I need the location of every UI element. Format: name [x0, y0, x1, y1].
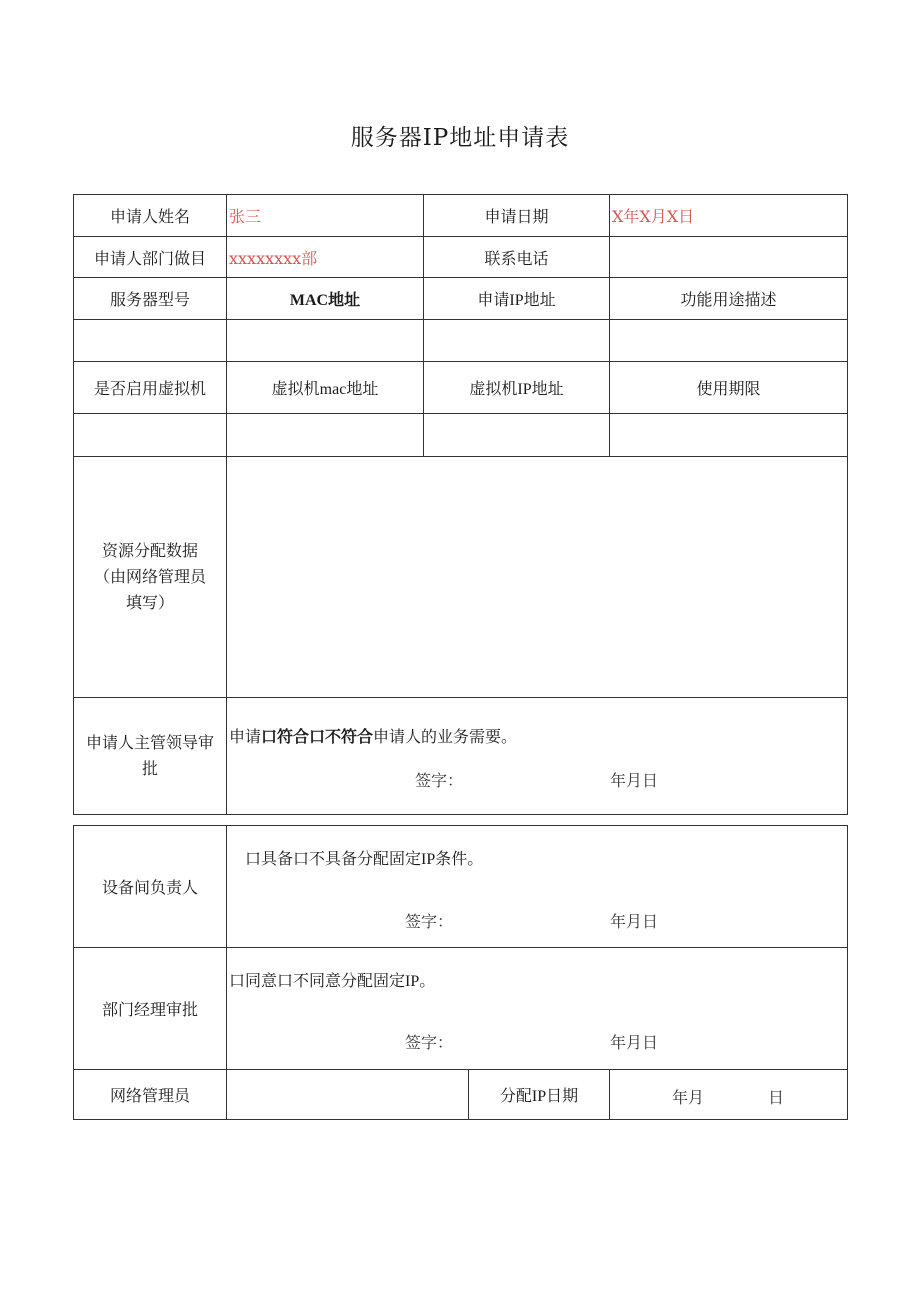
purpose-field[interactable]: [610, 320, 848, 362]
dept-manager-label: 部门经理审批: [74, 948, 227, 1070]
network-admin-label: 网络管理员: [74, 1070, 227, 1120]
manager-signature-label: 签字：: [405, 1033, 454, 1052]
leader-label-line1: 申请人主管领导审: [85, 733, 214, 752]
leader-signature-label: 签字：: [415, 771, 464, 790]
manager-approval-cell: [227, 948, 848, 1070]
vm-enabled-field[interactable]: [74, 414, 227, 457]
vm-mac-label: 虚拟机mac地址: [227, 362, 424, 414]
leader-label-line2: 批: [141, 759, 158, 778]
vm-enabled-label: 是否启用虚拟机: [74, 362, 227, 414]
leader-approval-statement: [229, 724, 517, 747]
manager-approval-options[interactable]: 口同意口不同意分配固定IP。: [229, 973, 436, 990]
resource-allocation-field[interactable]: [227, 457, 848, 698]
usage-period-field[interactable]: [610, 414, 848, 457]
leader-stmt-post: 申请人的业务需要。: [373, 729, 518, 746]
equipment-date-label: 年月日: [610, 912, 659, 931]
mac-address-field[interactable]: [227, 320, 424, 362]
assign-ip-date-field[interactable]: [610, 1070, 848, 1120]
resource-label-line1: 资源分配数据: [101, 541, 198, 560]
resource-allocation-label: [74, 457, 227, 698]
phone-field[interactable]: [610, 237, 848, 278]
resource-label-line3: 填写）: [125, 593, 174, 612]
resource-label-line2: （由网络管理员: [93, 567, 206, 586]
applicant-name-field[interactable]: 张三: [227, 195, 424, 237]
equipment-approval-cell: [227, 826, 848, 948]
equipment-room-label: 设备间负责人: [74, 826, 227, 948]
equipment-approval-options[interactable]: 口具备口不具备分配固定IP条件。: [245, 851, 484, 868]
leader-date-label: 年月日: [610, 771, 659, 790]
applicant-name-label: 申请人姓名: [74, 195, 227, 237]
application-table: [73, 194, 848, 815]
equipment-signature-label: 签字：: [405, 912, 454, 931]
leader-approval-label: [74, 698, 227, 815]
usage-period-label: 使用期限: [610, 362, 848, 414]
apply-date-field[interactable]: X年X月X日: [610, 195, 848, 237]
leader-approval-cell: [227, 698, 848, 815]
approval-table: [73, 825, 848, 1120]
vm-ip-field[interactable]: [424, 414, 610, 457]
purpose-label: 功能用途描述: [610, 278, 848, 320]
apply-ip-field[interactable]: [424, 320, 610, 362]
applicant-dept-label: 申请人部门做目: [74, 237, 227, 278]
manager-date-label: 年月日: [610, 1033, 659, 1052]
assign-date-day: 日: [768, 1088, 785, 1107]
leader-stmt-pre: 申请: [229, 727, 262, 746]
vm-ip-label: 虚拟机IP地址: [424, 362, 610, 414]
applicant-dept-field[interactable]: xxxxxxxx部: [227, 237, 424, 278]
network-admin-field[interactable]: [227, 1070, 469, 1120]
phone-label: 联系电话: [424, 237, 610, 278]
apply-ip-label: 申请IP地址: [424, 278, 610, 320]
vm-mac-field[interactable]: [227, 414, 424, 457]
apply-date-label: 申请日期: [424, 195, 610, 237]
assign-date-year-month: 年月: [672, 1088, 705, 1107]
server-model-label: 服务器型号: [74, 278, 227, 320]
mac-address-label: MAC地址: [227, 278, 424, 320]
page-title: 服务器IP地址申请表: [350, 125, 570, 151]
server-model-field[interactable]: [74, 320, 227, 362]
leader-approval-options[interactable]: 口符合口不符合: [261, 727, 374, 746]
assign-ip-date-label: 分配IP日期: [469, 1070, 610, 1120]
